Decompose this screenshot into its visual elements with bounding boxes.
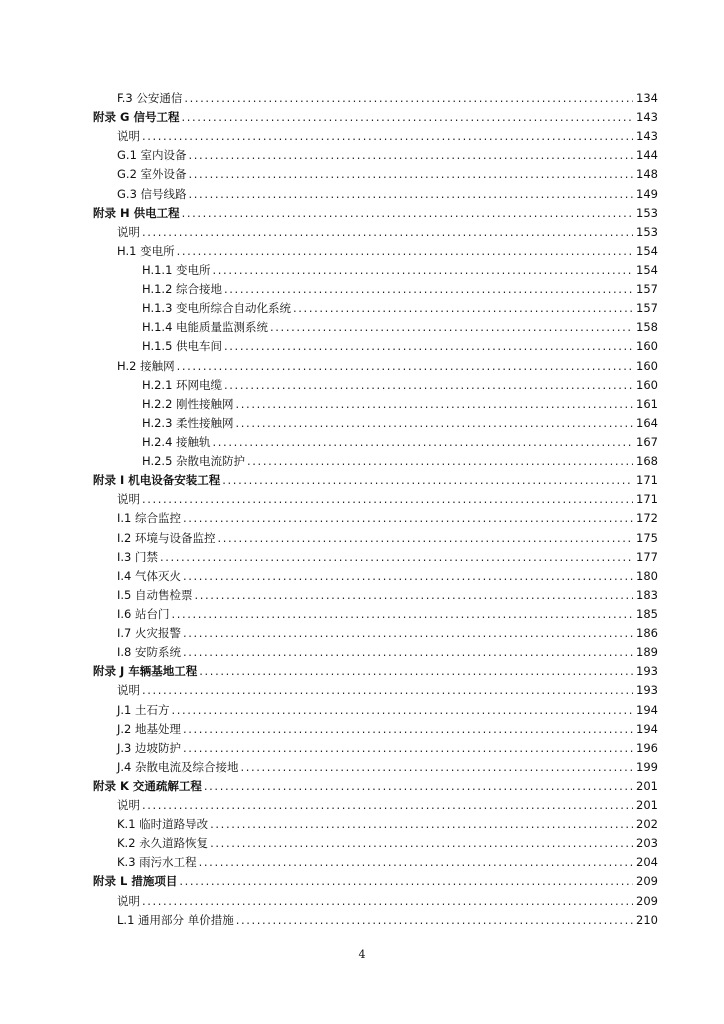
toc-entry-label: H.1.3 变电所综合自动化系统 <box>142 301 292 316</box>
toc-entry-label: H.1.1 变电所 <box>142 262 211 277</box>
toc-entry-page: 201 <box>636 798 658 813</box>
toc-entry-page: 148 <box>636 167 658 182</box>
toc-section-entry[interactable] <box>0 720 724 739</box>
toc-entry-page: 199 <box>636 759 658 774</box>
toc-entry-label: G.1 室内设备 <box>117 148 187 163</box>
toc-dot-leader <box>236 414 634 433</box>
toc-dot-leader <box>293 299 633 318</box>
toc-dot-leader <box>218 529 634 548</box>
toc-entry-page: 143 <box>636 129 658 144</box>
toc-dot-leader <box>247 452 633 471</box>
toc-entry-page: 171 <box>636 473 658 488</box>
table-of-contents <box>0 89 724 930</box>
toc-dot-leader <box>160 548 633 567</box>
toc-entry-label: 说明 <box>117 492 140 507</box>
toc-dot-leader <box>179 872 633 891</box>
toc-section-entry[interactable] <box>0 242 724 261</box>
toc-entry-page: 157 <box>636 301 658 316</box>
toc-entry-page: 164 <box>636 415 658 430</box>
toc-entry-label: 说明 <box>117 683 140 698</box>
toc-entry-label: 附录 G 信号工程 <box>93 110 180 125</box>
toc-section-entry[interactable] <box>0 681 724 700</box>
toc-entry-label: H.2.1 环网电缆 <box>142 377 223 392</box>
toc-entry-page: 149 <box>636 186 658 201</box>
toc-appendix-entry[interactable] <box>0 662 724 681</box>
toc-entry-label: H.2.2 刚性接触网 <box>142 396 234 411</box>
toc-entry-page: 134 <box>636 91 658 105</box>
toc-entry-label: H.2.4 接触轨 <box>142 434 211 449</box>
toc-entry-page: 171 <box>636 492 658 507</box>
toc-section-entry[interactable] <box>0 586 724 605</box>
toc-entry-page: 203 <box>636 836 658 851</box>
toc-dot-leader <box>199 662 633 681</box>
toc-entry-label: I.7 火灾报警 <box>117 626 182 641</box>
toc-entry-label: J.3 边坡防护 <box>117 740 182 755</box>
toc-entry-page: 196 <box>636 740 658 755</box>
toc-entry-label: K.2 永久道路恢复 <box>117 836 209 851</box>
toc-dot-leader <box>270 318 633 337</box>
toc-appendix-entry[interactable] <box>0 872 724 891</box>
toc-entry-label: J.2 地基处理 <box>117 721 182 736</box>
toc-section-entry[interactable] <box>0 223 724 242</box>
toc-entry-page: 183 <box>636 587 658 602</box>
toc-dot-leader <box>236 911 633 930</box>
toc-entry-label: 附录 H 供电工程 <box>93 205 180 220</box>
toc-dot-leader <box>142 490 633 509</box>
toc-entry-label: K.1 临时道路导改 <box>117 817 209 832</box>
toc-subsection-entry[interactable] <box>0 414 724 433</box>
toc-dot-leader <box>224 337 633 356</box>
toc-entry-label: I.8 安防系统 <box>117 645 182 660</box>
toc-section-entry[interactable] <box>0 853 724 872</box>
toc-entry-label: I.3 门禁 <box>117 549 159 564</box>
toc-section-entry[interactable] <box>0 834 724 853</box>
toc-entry-page: 204 <box>636 855 658 870</box>
toc-dot-leader <box>183 739 633 758</box>
toc-section-entry[interactable] <box>0 605 724 624</box>
toc-subsection-entry[interactable] <box>0 376 724 395</box>
toc-entry-label: 说明 <box>117 224 140 239</box>
toc-entry-page: 194 <box>636 721 658 736</box>
toc-entry-page: 160 <box>636 377 658 392</box>
toc-entry-label: 附录 K 交通疏解工程 <box>93 778 202 793</box>
toc-dot-leader <box>142 681 633 700</box>
toc-dot-leader <box>236 395 634 414</box>
toc-section-entry[interactable] <box>0 146 724 165</box>
toc-entry-page: 193 <box>636 683 658 698</box>
toc-entry-page: 158 <box>636 320 658 335</box>
toc-dot-leader <box>182 204 633 223</box>
toc-entry-label: F.3 公安通信 <box>117 91 183 105</box>
toc-entry-label: H.1.2 综合接地 <box>142 282 223 297</box>
toc-entry-label: 说明 <box>117 798 140 813</box>
toc-entry-page: 143 <box>636 110 658 125</box>
toc-section-entry[interactable] <box>0 643 724 662</box>
toc-dot-leader <box>172 701 634 720</box>
toc-entry-label: I.5 自动售检票 <box>117 587 193 602</box>
toc-dot-leader <box>183 720 633 739</box>
toc-subsection-entry[interactable] <box>0 280 724 299</box>
toc-entry-label: G.3 信号线路 <box>117 186 187 201</box>
toc-section-entry[interactable] <box>0 509 724 528</box>
toc-dot-leader <box>189 185 634 204</box>
toc-entry-page: 154 <box>636 243 658 258</box>
toc-section-entry[interactable] <box>0 529 724 548</box>
toc-entry-page: 210 <box>636 912 658 927</box>
toc-dot-leader <box>183 509 633 528</box>
toc-dot-leader <box>213 433 634 452</box>
toc-dot-leader <box>181 108 633 127</box>
toc-dot-leader <box>183 624 633 643</box>
toc-dot-leader <box>183 643 633 662</box>
toc-dot-leader <box>189 146 634 165</box>
toc-subsection-entry[interactable] <box>0 261 724 280</box>
toc-entry-page: 175 <box>636 530 658 545</box>
toc-entry-label: I.6 站台门 <box>117 606 170 621</box>
toc-subsection-entry[interactable] <box>0 433 724 452</box>
toc-entry-page: 177 <box>636 549 658 564</box>
toc-dot-leader <box>142 796 633 815</box>
toc-subsection-entry[interactable] <box>0 452 724 471</box>
toc-subsection-entry[interactable] <box>0 337 724 356</box>
toc-entry-page: 189 <box>636 645 658 660</box>
toc-entry-page: 186 <box>636 626 658 641</box>
toc-entry-label: 说明 <box>117 893 140 908</box>
toc-dot-leader <box>142 892 633 911</box>
toc-dot-leader <box>142 127 633 146</box>
toc-entry-page: 194 <box>636 702 658 717</box>
toc-entry-label: H.2.3 柔性接触网 <box>142 415 234 430</box>
toc-entry-page: 185 <box>636 606 658 621</box>
toc-entry-label: H.1.4 电能质量监测系统 <box>142 320 269 335</box>
toc-section-entry[interactable] <box>0 548 724 567</box>
toc-section-entry[interactable] <box>0 892 724 911</box>
toc-dot-leader <box>189 165 634 184</box>
toc-entry-label: I.1 综合监控 <box>117 511 182 526</box>
toc-entry-page: 153 <box>636 205 658 220</box>
toc-appendix-entry[interactable] <box>0 204 724 223</box>
toc-entry-page: 202 <box>636 817 658 832</box>
toc-entry-label: 附录 J 车辆基地工程 <box>93 664 198 679</box>
toc-dot-leader <box>210 815 633 834</box>
toc-subsection-entry[interactable] <box>0 395 724 414</box>
toc-dot-leader <box>199 853 633 872</box>
toc-entry-page: 193 <box>636 664 658 679</box>
toc-entry-label: L.1 通用部分 单价措施 <box>117 912 234 927</box>
toc-appendix-entry[interactable] <box>0 777 724 796</box>
toc-entry-label: H.2 接触网 <box>117 358 175 373</box>
toc-entry-label: K.3 雨污水工程 <box>117 855 197 870</box>
toc-entry-label: H.1.5 供电车间 <box>142 339 223 354</box>
toc-dot-leader <box>195 586 634 605</box>
toc-section-entry[interactable] <box>0 185 724 204</box>
toc-section-entry[interactable] <box>0 739 724 758</box>
toc-entry-page: 160 <box>636 358 658 373</box>
toc-dot-leader <box>224 280 633 299</box>
toc-entry-label: 附录 I 机电设备安装工程 <box>93 473 221 488</box>
toc-section-entry[interactable] <box>0 911 724 930</box>
toc-dot-leader <box>177 357 633 376</box>
toc-entry-page: 160 <box>636 339 658 354</box>
toc-section-entry[interactable] <box>0 127 724 146</box>
toc-dot-leader <box>172 605 634 624</box>
toc-subsection-entry[interactable] <box>0 299 724 318</box>
toc-section-entry[interactable] <box>0 357 724 376</box>
toc-section-entry[interactable] <box>0 624 724 643</box>
toc-section-entry[interactable] <box>0 758 724 777</box>
toc-section-entry[interactable] <box>0 701 724 720</box>
toc-entry-label: I.2 环境与设备监控 <box>117 530 216 545</box>
toc-dot-leader <box>142 223 633 242</box>
toc-section-entry[interactable] <box>0 567 724 586</box>
toc-entry-page: 157 <box>636 282 658 297</box>
page-number: 4 <box>358 948 366 961</box>
toc-entry-label: G.2 室外设备 <box>117 167 187 182</box>
toc-dot-leader <box>241 758 634 777</box>
toc-dot-leader <box>184 89 633 108</box>
toc-subsection-entry[interactable] <box>0 318 724 337</box>
toc-section-entry[interactable] <box>0 815 724 834</box>
toc-entry-label: 附录 L 措施项目 <box>93 874 178 889</box>
toc-entry-label: H.2.5 杂散电流防护 <box>142 454 246 469</box>
toc-entry-label: I.4 气体灭火 <box>117 568 182 583</box>
toc-entry-page: 168 <box>636 454 658 469</box>
toc-section-entry[interactable] <box>0 490 724 509</box>
toc-appendix-entry[interactable] <box>0 471 724 490</box>
toc-appendix-entry[interactable] <box>0 108 724 127</box>
toc-dot-leader <box>213 261 634 280</box>
toc-entry-page: 154 <box>636 262 658 277</box>
toc-dot-leader <box>224 376 633 395</box>
toc-entry-label: 说明 <box>117 129 140 144</box>
toc-entry-label: J.4 杂散电流及综合接地 <box>117 759 239 774</box>
toc-dot-leader <box>183 567 633 586</box>
toc-dot-leader <box>210 834 633 853</box>
toc-dot-leader <box>222 471 633 490</box>
toc-entry-page: 180 <box>636 568 658 583</box>
toc-entry-page: 167 <box>636 434 658 449</box>
toc-section-entry[interactable] <box>0 89 724 108</box>
toc-entry-page: 172 <box>636 511 658 526</box>
toc-entry-page: 153 <box>636 224 658 239</box>
toc-entry-page: 201 <box>636 778 658 793</box>
toc-entry-label: J.1 土石方 <box>117 702 170 717</box>
toc-section-entry[interactable] <box>0 796 724 815</box>
toc-entry-page: 161 <box>636 396 658 411</box>
toc-entry-page: 209 <box>636 893 658 908</box>
toc-entry-label: H.1 变电所 <box>117 243 175 258</box>
toc-dot-leader <box>177 242 633 261</box>
toc-entry-page: 209 <box>636 874 658 889</box>
toc-section-entry[interactable] <box>0 165 724 184</box>
toc-dot-leader <box>204 777 633 796</box>
toc-entry-page: 144 <box>636 148 658 163</box>
